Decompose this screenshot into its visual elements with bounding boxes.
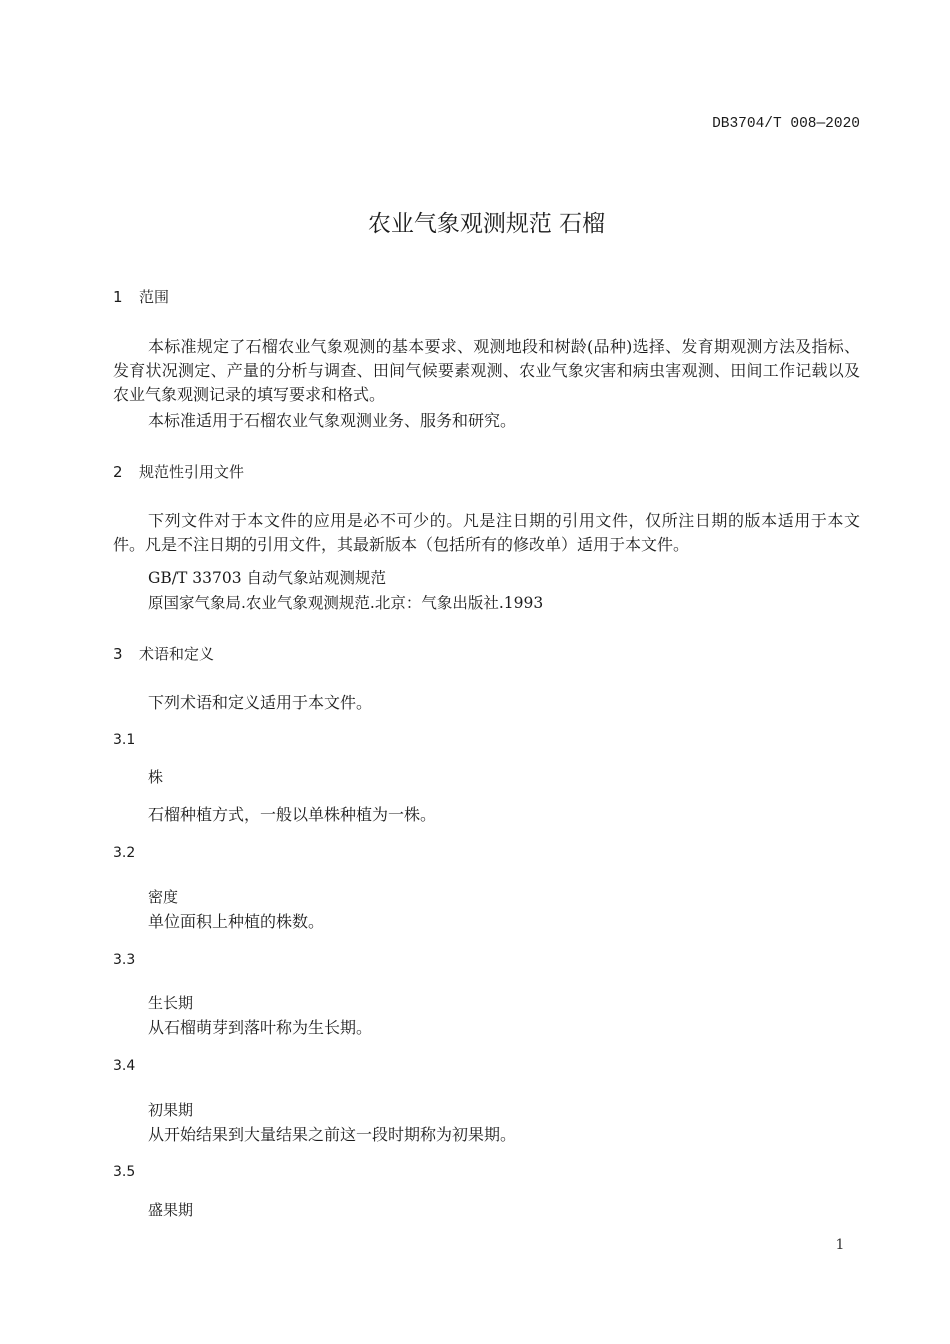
clause-number: 3.2 <box>113 845 136 861</box>
section-1-heading <box>113 285 860 309</box>
term-definition: 石榴种植方式，一般以单株种植为一株。 <box>148 805 437 824</box>
term-name: 株 <box>148 768 164 786</box>
reference-item: 原国家气象局.农业气象观测规范.北京：气象出版社.1993 <box>148 594 544 612</box>
document-title: 农业气象观测规范 石榴 <box>367 211 606 237</box>
references-intro-paragraph: 下列文件对于本文件的应用是必不可少的。凡是注日期的引用文件，仅所注日期的版本适用于本文件。凡是不注日期的引用文件，其最新版本（包括所有的修改单）适用于本文件。 <box>113 511 860 554</box>
term-definition: 从开始结果到大量结果之前这一段时期称为初果期。 <box>148 1125 517 1144</box>
clause-number: 3.1 <box>113 732 136 748</box>
term-definition: 单位面积上种植的株数。 <box>148 912 325 931</box>
scope-applicability-paragraph: 本标准适用于石榴农业气象观测业务、服务和研究。 <box>148 411 517 430</box>
clause-number: 3.4 <box>113 1058 136 1074</box>
section-number: 3 <box>113 645 123 663</box>
term-definition: 从石榴萌芽到落叶称为生长期。 <box>148 1018 373 1037</box>
section-title: 范围 <box>139 288 170 306</box>
term-name: 生长期 <box>148 994 194 1012</box>
section-number: 2 <box>113 463 123 481</box>
term-name: 密度 <box>148 888 179 906</box>
document-number: DB3704/T 008—2020 <box>712 116 860 132</box>
terms-intro-paragraph: 下列术语和定义适用于本文件。 <box>148 693 373 712</box>
clause-number: 3.3 <box>113 952 136 968</box>
reference-item: GB/T 33703 自动气象站观测规范 <box>148 569 386 587</box>
page-number: 1 <box>835 1237 845 1253</box>
section-2-heading <box>113 460 860 484</box>
clause-number: 3.5 <box>113 1164 136 1180</box>
section-title: 术语和定义 <box>139 645 215 663</box>
term-name: 盛果期 <box>148 1201 194 1219</box>
section-title: 规范性引用文件 <box>139 463 245 481</box>
section-3-heading <box>113 642 860 666</box>
section-number: 1 <box>113 288 123 306</box>
term-name: 初果期 <box>148 1101 194 1119</box>
scope-paragraph: 本标准规定了石榴农业气象观测的基本要求、观测地段和树龄(品种)选择、发育期观测方法及指标、发育状况测定、产量的分析与调查、田间气候要素观测、农业气象灾害和病虫害观测、田间工作记载以及农业气象观测记录的填写要求和格式。 <box>113 337 860 404</box>
